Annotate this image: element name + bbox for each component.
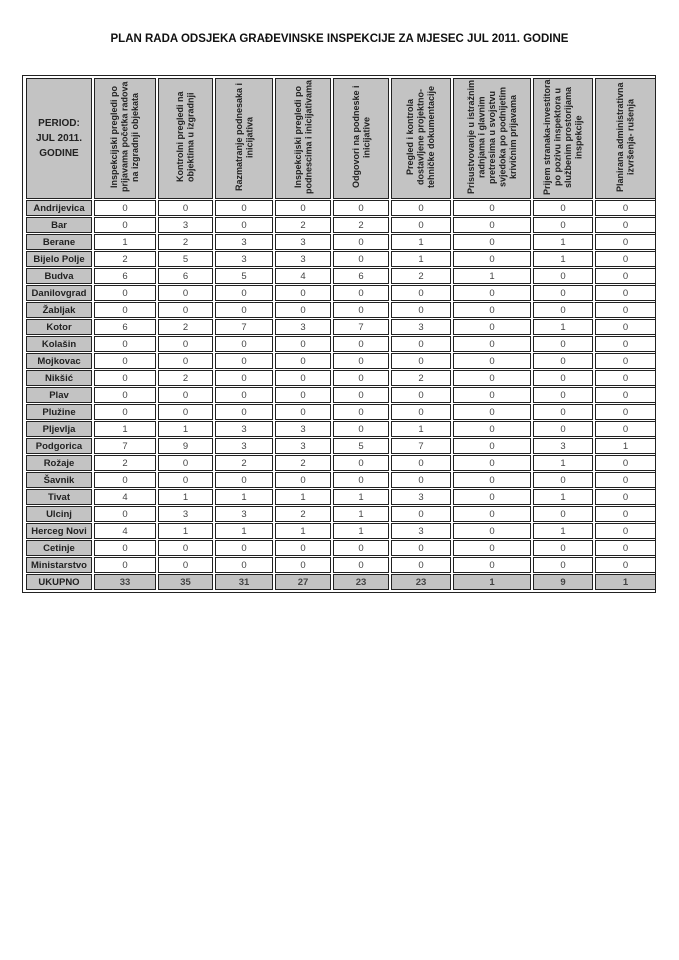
table-row: [26, 489, 656, 505]
table-cell: 1: [215, 489, 273, 505]
table-cell: 0: [453, 302, 531, 318]
table-cell: 0: [595, 404, 656, 420]
table-cell: 0: [333, 251, 389, 267]
table-cell: 0: [595, 506, 656, 522]
table-cell: 0: [333, 370, 389, 386]
table-cell: 6: [333, 268, 389, 284]
table-cell: 2: [158, 370, 213, 386]
table-cell: 0: [94, 506, 156, 522]
table-cell: 6: [94, 268, 156, 284]
table-row: [26, 455, 656, 471]
table-cell: 0: [333, 557, 389, 573]
table-cell: 0: [533, 302, 593, 318]
table-cell: 0: [333, 472, 389, 488]
table-row: [26, 217, 656, 233]
table-row: [26, 268, 656, 284]
table-cell: 9: [533, 574, 593, 590]
table-cell: 1: [333, 523, 389, 539]
table-cell: 0: [215, 285, 273, 301]
table-cell: 4: [275, 268, 331, 284]
municipality-name: Nikšić: [26, 370, 92, 386]
table-cell: 0: [333, 353, 389, 369]
table-cell: 0: [391, 506, 451, 522]
table-cell: 0: [391, 540, 451, 556]
table-cell: 0: [158, 455, 213, 471]
table-cell: 0: [158, 472, 213, 488]
table-cell: 2: [275, 506, 331, 522]
table-cell: 0: [453, 234, 531, 250]
table-cell: 3: [275, 438, 331, 454]
table-cell: 0: [333, 285, 389, 301]
table-cell: 0: [94, 540, 156, 556]
table-cell: 3: [275, 319, 331, 335]
table-cell: 0: [453, 523, 531, 539]
table-cell: 0: [453, 472, 531, 488]
table-cell: 2: [158, 234, 213, 250]
municipality-name: Kotor: [26, 319, 92, 335]
table-cell: 0: [333, 336, 389, 352]
table-cell: 0: [453, 404, 531, 420]
table-cell: 0: [453, 336, 531, 352]
table-cell: 5: [215, 268, 273, 284]
table-cell: 0: [391, 285, 451, 301]
table-cell: 0: [453, 438, 531, 454]
municipality-name: Žabljak: [26, 302, 92, 318]
table-cell: 3: [275, 421, 331, 437]
document-title: PLAN RADA ODSJEKA GRAĐEVINSKE INSPEKCIJE ZA MJESEC JUL 2011. GODINE: [110, 33, 569, 45]
table-cell: 0: [391, 353, 451, 369]
table-cell: 1: [533, 234, 593, 250]
table-cell: 0: [533, 336, 593, 352]
municipality-name: Cetinje: [26, 540, 92, 556]
table-cell: 0: [595, 319, 656, 335]
table-cell: 0: [215, 217, 273, 233]
table-cell: 4: [94, 489, 156, 505]
table-row: [26, 506, 656, 522]
column-header-label: Planirana administrativna izvršenja- rušenja: [615, 82, 636, 192]
table-cell: 2: [94, 455, 156, 471]
table-cell: 0: [595, 302, 656, 318]
table-cell: 0: [94, 387, 156, 403]
table-cell: 0: [595, 370, 656, 386]
table-row: [26, 234, 656, 250]
table-cell: 1: [158, 489, 213, 505]
table-cell: 1: [533, 523, 593, 539]
table-cell: 0: [158, 557, 213, 573]
table-cell: 0: [391, 557, 451, 573]
table-cell: 1: [391, 421, 451, 437]
municipality-name: Budva: [26, 268, 92, 284]
table-cell: 0: [391, 472, 451, 488]
table-cell: 6: [94, 319, 156, 335]
table-cell: 7: [391, 438, 451, 454]
table-cell: 1: [533, 489, 593, 505]
table-cell: 1: [275, 489, 331, 505]
table-row: [26, 200, 656, 216]
table-cell: 0: [595, 251, 656, 267]
table-row: [26, 523, 656, 539]
table-cell: 0: [533, 370, 593, 386]
table-row: [26, 557, 656, 573]
table-cell: 0: [391, 404, 451, 420]
table-cell: 0: [215, 200, 273, 216]
table-cell: 0: [595, 217, 656, 233]
municipality-name: Kolašin: [26, 336, 92, 352]
table-cell: 0: [453, 540, 531, 556]
table-cell: 2: [275, 217, 331, 233]
table-cell: 0: [391, 336, 451, 352]
header-row: [26, 78, 656, 199]
table-cell: 1: [333, 506, 389, 522]
table-cell: 5: [158, 251, 213, 267]
table-cell: 0: [595, 353, 656, 369]
table-cell: 0: [453, 557, 531, 573]
table-cell: 0: [391, 455, 451, 471]
table-cell: 0: [333, 234, 389, 250]
table-cell: 0: [595, 336, 656, 352]
table-cell: 0: [453, 506, 531, 522]
table-cell: 2: [333, 217, 389, 233]
table-cell: 23: [391, 574, 451, 590]
table-cell: 0: [94, 200, 156, 216]
table-cell: 3: [391, 523, 451, 539]
table-row: [26, 285, 656, 301]
table-cell: 0: [595, 234, 656, 250]
table-cell: 1: [453, 268, 531, 284]
table-cell: 0: [391, 387, 451, 403]
table-cell: 0: [533, 421, 593, 437]
table-cell: 0: [453, 319, 531, 335]
table-cell: 7: [333, 319, 389, 335]
table-cell: 3: [158, 506, 213, 522]
table-cell: 0: [158, 540, 213, 556]
table-cell: 2: [215, 455, 273, 471]
table-cell: 3: [215, 421, 273, 437]
municipality-name: Mojkovac: [26, 353, 92, 369]
table-cell: 0: [533, 268, 593, 284]
table-cell: 0: [275, 336, 331, 352]
table-cell: 0: [533, 217, 593, 233]
municipality-name: Rožaje: [26, 455, 92, 471]
column-header-label: Razmatranje podnesaka i inicijativa: [233, 82, 254, 192]
column-header-label: Kontrolni pregledi na objektima u izgradnji: [175, 91, 196, 183]
table-cell: 0: [453, 370, 531, 386]
table-cell: 1: [158, 523, 213, 539]
municipality-name: Podgorica: [26, 438, 92, 454]
table-cell: 0: [158, 404, 213, 420]
table-cell: 0: [595, 540, 656, 556]
total-row: [26, 574, 656, 590]
table-cell: 7: [215, 319, 273, 335]
table-cell: 27: [275, 574, 331, 590]
table-cell: 0: [275, 200, 331, 216]
municipality-name: Herceg Novi: [26, 523, 92, 539]
table-cell: 0: [158, 302, 213, 318]
table-cell: 0: [275, 557, 331, 573]
table-cell: 0: [595, 472, 656, 488]
table-cell: 0: [94, 472, 156, 488]
table-cell: 0: [391, 217, 451, 233]
table-cell: 3: [215, 251, 273, 267]
table-cell: 3: [158, 217, 213, 233]
municipality-name: Andrijevica: [26, 200, 92, 216]
table-cell: 0: [215, 472, 273, 488]
table-cell: 0: [94, 302, 156, 318]
municipality-name: Bijelo Polje: [26, 251, 92, 267]
table-cell: 0: [391, 302, 451, 318]
table-cell: 0: [533, 200, 593, 216]
table-cell: 0: [215, 353, 273, 369]
table-cell: 0: [158, 336, 213, 352]
table-cell: 1: [533, 319, 593, 335]
table-cell: 0: [94, 285, 156, 301]
table-cell: 0: [215, 540, 273, 556]
column-header: [215, 78, 273, 199]
table-cell: 0: [333, 455, 389, 471]
table-cell: 0: [533, 285, 593, 301]
table-cell: 0: [215, 557, 273, 573]
table-cell: 0: [158, 353, 213, 369]
table-cell: 0: [215, 404, 273, 420]
period-month: JUL 2011.: [36, 133, 82, 144]
table-cell: 23: [333, 574, 389, 590]
table-cell: 0: [453, 285, 531, 301]
table-cell: 1: [391, 251, 451, 267]
table-cell: 0: [275, 404, 331, 420]
table-cell: 0: [453, 217, 531, 233]
table-cell: 0: [453, 455, 531, 471]
table-cell: 1: [453, 574, 531, 590]
table-cell: 0: [94, 353, 156, 369]
table-cell: 0: [333, 404, 389, 420]
table-cell: 0: [94, 370, 156, 386]
table-cell: 1: [533, 455, 593, 471]
table-cell: 0: [94, 217, 156, 233]
period-header: [26, 78, 92, 199]
table-cell: 0: [215, 302, 273, 318]
table-cell: 0: [533, 472, 593, 488]
table-cell: 2: [158, 319, 213, 335]
table-cell: 0: [595, 268, 656, 284]
table-cell: 0: [533, 557, 593, 573]
table-row: [26, 540, 656, 556]
table-cell: 1: [533, 251, 593, 267]
table-cell: 0: [275, 540, 331, 556]
table-cell: 0: [453, 200, 531, 216]
table-cell: 1: [595, 574, 656, 590]
table-cell: 2: [391, 268, 451, 284]
table-cell: 0: [275, 472, 331, 488]
table-cell: 0: [333, 421, 389, 437]
table-cell: 3: [391, 319, 451, 335]
municipality-name: Pljevlja: [26, 421, 92, 437]
column-header-label: Pregled i kontrola dostavljene projektno-tehničke dokumentacije: [405, 85, 437, 189]
table-cell: 0: [333, 387, 389, 403]
table-cell: 0: [595, 387, 656, 403]
municipality-name: Danilovgrad: [26, 285, 92, 301]
table-cell: 0: [453, 421, 531, 437]
table-cell: 0: [453, 387, 531, 403]
table-cell: 0: [275, 302, 331, 318]
table-cell: 3: [275, 234, 331, 250]
column-header: [94, 78, 156, 199]
table-cell: 3: [391, 489, 451, 505]
column-header: [275, 78, 331, 199]
column-header: [533, 78, 593, 199]
plan-table: [24, 77, 658, 591]
table-cell: 0: [595, 557, 656, 573]
table-cell: 0: [158, 200, 213, 216]
table-row: [26, 370, 656, 386]
table-cell: 1: [94, 234, 156, 250]
table-cell: 0: [453, 353, 531, 369]
column-header-label: Prisustvovanje u istražnim radnjama i glavnim pretresima u svojstvu svjedoka po podnijetim krivičnim prijavama: [465, 79, 518, 195]
table-cell: 0: [595, 489, 656, 505]
table-cell: 6: [158, 268, 213, 284]
table-cell: 0: [333, 302, 389, 318]
table-cell: 4: [94, 523, 156, 539]
table-row: [26, 336, 656, 352]
table-cell: 7: [94, 438, 156, 454]
table-cell: 0: [453, 251, 531, 267]
column-header: [333, 78, 389, 199]
municipality-name: Bar: [26, 217, 92, 233]
table-cell: 1: [595, 438, 656, 454]
municipality-name: Plav: [26, 387, 92, 403]
column-header: [595, 78, 656, 199]
table-cell: 0: [333, 200, 389, 216]
column-header-label: Inspekcijski pregledi po podnescima i inicijativama: [292, 79, 313, 195]
table-cell: 0: [275, 285, 331, 301]
column-header: [158, 78, 213, 199]
table-cell: 0: [595, 421, 656, 437]
table-cell: 2: [275, 455, 331, 471]
table-cell: 0: [595, 455, 656, 471]
table-cell: 0: [533, 404, 593, 420]
table-row: [26, 353, 656, 369]
table-row: [26, 421, 656, 437]
table-cell: 0: [275, 370, 331, 386]
municipality-name: Tivat: [26, 489, 92, 505]
table-cell: 2: [391, 370, 451, 386]
table-cell: 0: [158, 285, 213, 301]
table-cell: 0: [94, 404, 156, 420]
table-cell: 3: [215, 438, 273, 454]
table-cell: 5: [333, 438, 389, 454]
column-header-label: Inspekcijski pregledi po prijavama početka radova na izgradnji objekata: [109, 81, 141, 193]
table-cell: 0: [275, 353, 331, 369]
table-cell: 0: [533, 387, 593, 403]
table-row: [26, 404, 656, 420]
municipality-name: Plužine: [26, 404, 92, 420]
table-cell: 3: [215, 234, 273, 250]
table-cell: 0: [215, 387, 273, 403]
table-cell: 0: [215, 370, 273, 386]
table-cell: 0: [595, 523, 656, 539]
table-cell: 3: [533, 438, 593, 454]
table-row: [26, 387, 656, 403]
table-cell: 0: [215, 336, 273, 352]
table-cell: 1: [333, 489, 389, 505]
table-row: [26, 472, 656, 488]
plan-table-container: [22, 75, 656, 593]
column-header-label: Odgovori na podneske i inicijative: [350, 85, 371, 189]
table-cell: 31: [215, 574, 273, 590]
table-cell: 0: [391, 200, 451, 216]
table-cell: 0: [94, 336, 156, 352]
table-row: [26, 319, 656, 335]
table-cell: 0: [595, 200, 656, 216]
table-cell: 0: [94, 557, 156, 573]
table-row: [26, 251, 656, 267]
column-header: [453, 78, 531, 199]
table-cell: 1: [94, 421, 156, 437]
table-cell: 0: [533, 540, 593, 556]
table-cell: 1: [215, 523, 273, 539]
table-cell: 2: [94, 251, 156, 267]
period-year-word: GODINE: [39, 148, 79, 159]
table-cell: 9: [158, 438, 213, 454]
table-cell: 1: [275, 523, 331, 539]
municipality-name: Ministarstvo: [26, 557, 92, 573]
table-cell: 33: [94, 574, 156, 590]
table-cell: 3: [215, 506, 273, 522]
table-cell: 0: [333, 540, 389, 556]
table-cell: 3: [275, 251, 331, 267]
table-cell: 0: [595, 285, 656, 301]
municipality-name: Berane: [26, 234, 92, 250]
table-cell: 0: [533, 506, 593, 522]
municipality-name: Šavnik: [26, 472, 92, 488]
table-cell: 0: [158, 387, 213, 403]
municipality-name: UKUPNO: [26, 574, 92, 590]
table-cell: 0: [533, 353, 593, 369]
table-cell: 0: [275, 387, 331, 403]
period-label: PERIOD:: [38, 118, 80, 129]
table-row: [26, 302, 656, 318]
column-header-label: Prijem stranaka-investitora po pozivu inspektora u službenim prostorijama inspekcije: [542, 79, 584, 195]
table-cell: 1: [158, 421, 213, 437]
municipality-name: Ulcinj: [26, 506, 92, 522]
table-cell: 35: [158, 574, 213, 590]
table-row: [26, 438, 656, 454]
table-cell: 1: [391, 234, 451, 250]
column-header: [391, 78, 451, 199]
table-cell: 0: [453, 489, 531, 505]
